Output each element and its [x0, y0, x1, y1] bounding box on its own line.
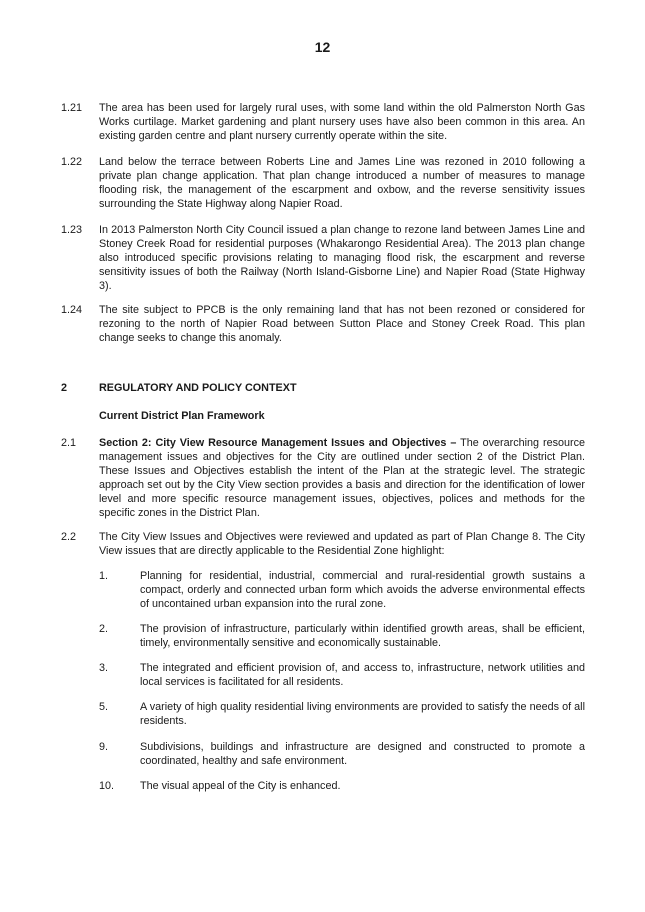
list-item: [99, 569, 585, 611]
paragraph-number: 1.21: [61, 102, 83, 114]
list-item: [99, 622, 585, 650]
list-text: The integrated and efficient provision of, and access to, infrastructure, network utilities and local services is facilitated for all residents.: [140, 662, 585, 688]
paragraph-text: The City View Issues and Objectives were reviewed and updated as part of Plan Change 8. The City View issues that are directly applicable to the Residential Zone highlight:: [99, 531, 585, 557]
paragraph-1-24: [61, 303, 585, 345]
page-number: 12: [314, 39, 331, 55]
paragraph-1-23: [61, 223, 585, 293]
paragraph-text: In 2013 Palmerston North City Council issued a plan change to rezone land between James Line and Stoney Creek Road for residential purposes (Whakarongo Residential Area). The 2013 plan change also introduced specific provisions relating to managing flood risk, the escarpment and reverse sensitivity issues of both the Railway (North Island-Gisborne Line) and Napier Road (State Highway 3).: [99, 224, 585, 292]
list-text: The provision of infrastructure, particularly within identified growth areas, shall be efficient, timely, environmentally sensitive and economically sustainable.: [140, 623, 585, 649]
list-text: The visual appeal of the City is enhanced.: [140, 780, 341, 792]
list-number: 2.: [99, 623, 109, 635]
paragraph-number: 1.23: [61, 224, 83, 236]
paragraph-bold-lead: Section 2: City View Resource Management Issues and Objectives –: [99, 437, 457, 449]
paragraph-1-22: [61, 155, 585, 211]
list-number: 3.: [99, 662, 109, 674]
paragraph-number: 2.2: [61, 531, 77, 543]
section-heading: [61, 381, 297, 395]
list-number: 9.: [99, 741, 109, 753]
list-item: [99, 740, 585, 768]
list-text: Planning for residential, industrial, commercial and rural-residential growth sustains a compact, orderly and connected urban form which avoids the adverse environmental effects of uncontained urban expansion into the rural zone.: [140, 570, 585, 610]
list-item: [99, 700, 585, 728]
paragraph-2-2: [61, 530, 585, 558]
paragraph-text: Land below the terrace between Roberts Line and James Line was rezoned in 2010 following a private plan change application. That plan change introduced a number of measures to manage flooding risk, the management of the escarpment and oxbow, and the reverse sensitivity issues surrounding the State Highway along Napier Road.: [99, 156, 585, 210]
section-title: REGULATORY AND POLICY CONTEXT: [99, 382, 297, 394]
paragraph-number: 1.24: [61, 304, 83, 316]
section-number: 2: [61, 382, 68, 394]
paragraph-2-1: [61, 436, 585, 520]
paragraph-body: The overarching resource management issues and objectives for the City are outlined under section 2 of the District Plan. These Issues and Objectives establish the intent of the Plan at the strategic level. The strategic approach set out by the City View section provides a basis and direction for the identification of lower level and more specific resource management issues, objectives, polices and methods for the specific zones in the District Plan.: [99, 437, 585, 519]
list-text: Subdivisions, buildings and infrastructure are designed and constructed to promote a coordinated, healthy and safe environment.: [140, 741, 585, 767]
paragraph-1-21: [61, 101, 585, 143]
list-item: [99, 779, 585, 793]
paragraph-number: 1.22: [61, 156, 83, 168]
paragraph-text: [99, 436, 585, 520]
paragraph-text: The area has been used for largely rural uses, with some land within the old Palmerston North Gas Works curtilage. Market gardening and plant nursery uses have also been common in this area. An existing garden centre and plant nursery currently operate within the site.: [99, 102, 585, 142]
list-number: 10.: [99, 780, 115, 792]
list-item: [99, 661, 585, 689]
list-text: A variety of high quality residential living environments are provided to satisfy the needs of all residents.: [140, 701, 585, 727]
list-number: 1.: [99, 570, 109, 582]
paragraph-number: 2.1: [61, 437, 77, 449]
paragraph-text: The site subject to PPCB is the only remaining land that has not been rezoned or considered for rezoning to the north of Napier Road between Sutton Place and Stoney Creek Road. This plan change seeks to change this anomaly.: [99, 304, 585, 344]
section-subheading: Current District Plan Framework: [99, 410, 265, 422]
list-number: 5.: [99, 701, 109, 713]
